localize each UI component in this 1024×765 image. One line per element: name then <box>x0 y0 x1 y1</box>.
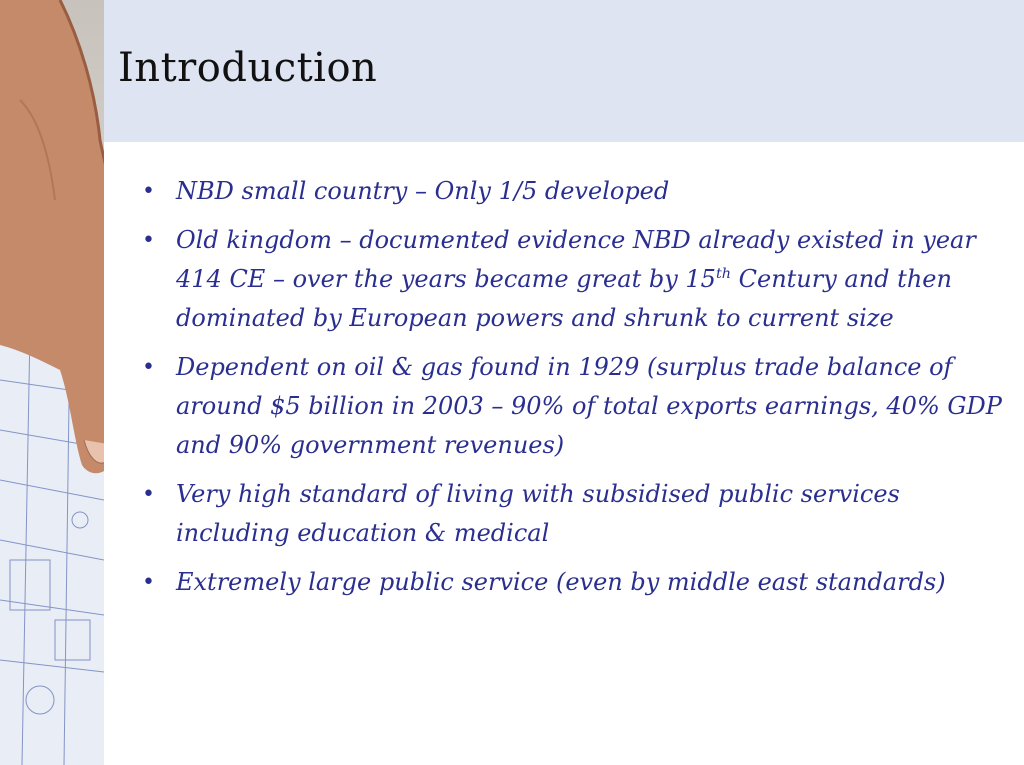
bullet-text: Very high standard of living with subsidised public services including education & medical <box>176 480 900 547</box>
hand-blueprint-illustration <box>0 0 104 765</box>
bullet-text: Old kingdom – documented evidence NBD already existed in year 414 CE – over the years became great by 15 <box>176 226 976 293</box>
bullet-item <box>140 348 1010 465</box>
bullet-item <box>140 172 1010 211</box>
bullet-dot-icon: • <box>142 482 155 507</box>
bullet-list <box>140 172 1010 602</box>
bullet-dot-icon: • <box>142 570 155 595</box>
bullet-text-continued: Century and then dominated by European powers and shrunk to current size <box>176 265 952 332</box>
slide-title: Introduction <box>118 45 378 91</box>
decorative-photo-hand-blueprint <box>0 0 104 765</box>
bullet-text: NBD small country – Only 1/5 developed <box>176 177 670 205</box>
bullet-dot-icon: • <box>142 228 155 253</box>
superscript-ordinal: th <box>715 266 731 282</box>
bullet-text: Dependent on oil & gas found in 1929 (surplus trade balance of around $5 billion in 2003 – 90% of total exports earnings, 40% GDP and 90% government revenues) <box>176 353 1002 459</box>
bullet-item <box>140 221 1010 338</box>
bullet-dot-icon: • <box>142 355 155 380</box>
bullet-item <box>140 475 1010 553</box>
bullet-item <box>140 563 1010 602</box>
slide-content <box>140 172 1010 612</box>
bullet-text: Extremely large public service (even by middle east standards) <box>176 568 946 596</box>
bullet-dot-icon: • <box>142 179 155 204</box>
